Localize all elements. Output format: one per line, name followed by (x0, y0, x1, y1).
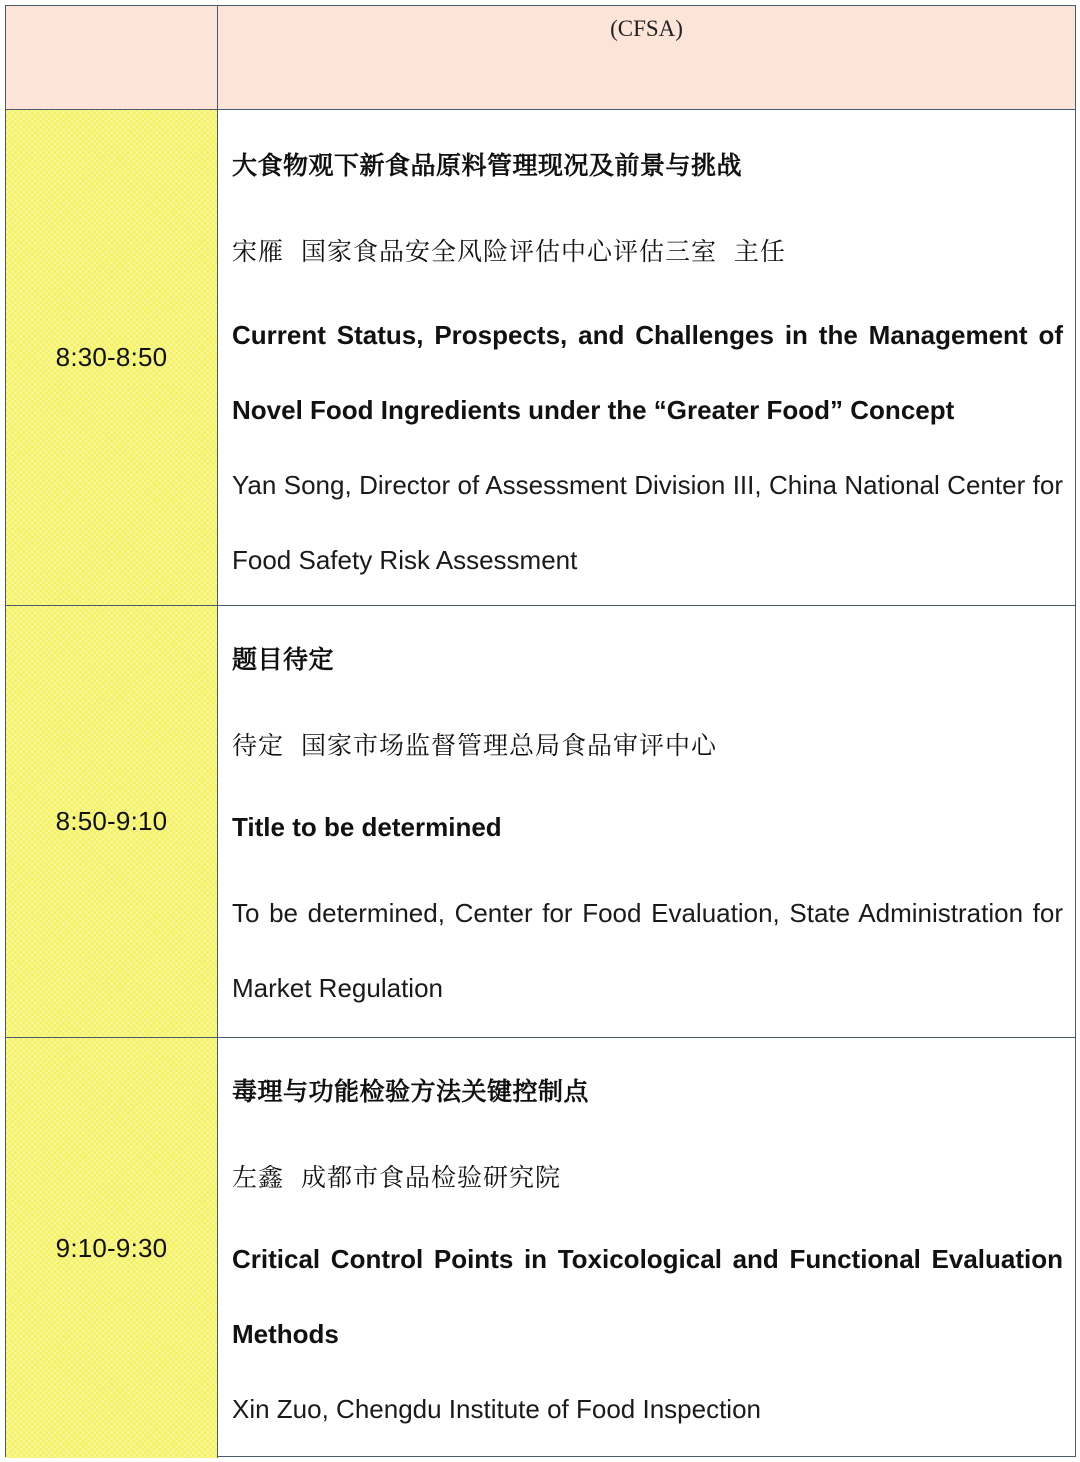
session-time: 8:30-8:50 (55, 342, 168, 372)
header-content-cell (218, 6, 1075, 109)
session-speaker-zh: 左鑫 成都市食品检验研究院 (232, 1163, 561, 1192)
session-speaker-en: Yan Song, Director of Assessment Division III, China National Center for Food Safety Risk Assessment (232, 470, 1063, 575)
session-speaker-zh: 待定 国家市场监督管理总局食品审评中心 (232, 731, 717, 760)
organization-abbreviation: (CFSA) (610, 16, 683, 41)
time-cell (6, 606, 218, 1037)
session-title-en: Critical Control Points in Toxicological and Functional Evaluation Methods (232, 1244, 1063, 1349)
session-speaker-zh: 宋雁 国家食品安全风险评估中心评估三室 主任 (232, 237, 786, 266)
table-row (6, 110, 1075, 606)
session-time: 9:10-9:30 (55, 1232, 168, 1263)
session-speaker-en: Xin Zuo, Chengdu Institute of Food Inspection (232, 1394, 762, 1424)
time-cell (6, 1038, 218, 1458)
session-content (218, 606, 1075, 1037)
session-title-zh: 毒理与功能检验方法关键控制点 (232, 1077, 590, 1106)
table-row (6, 606, 1075, 1038)
agenda-table (5, 5, 1076, 1457)
session-title-en: Title to be determined (232, 812, 502, 842)
session-speaker-en: To be determined, Center for Food Evaluation, State Administration for Market Regulation (232, 898, 1063, 1003)
session-title-zh: 大食物观下新食品原料管理现况及前景与挑战 (232, 151, 743, 180)
session-content (218, 110, 1075, 605)
session-title-en: Current Status, Prospects, and Challenges in the Management of Novel Food Ingredients under the “Greater Food” Concept (232, 320, 1063, 425)
table-header-row (6, 6, 1075, 110)
table-row (6, 1038, 1075, 1458)
session-title-zh: 题目待定 (232, 645, 335, 674)
time-cell (6, 110, 218, 605)
session-time: 8:50-9:10 (55, 806, 168, 836)
header-time-cell (6, 6, 218, 109)
session-content (218, 1038, 1075, 1458)
